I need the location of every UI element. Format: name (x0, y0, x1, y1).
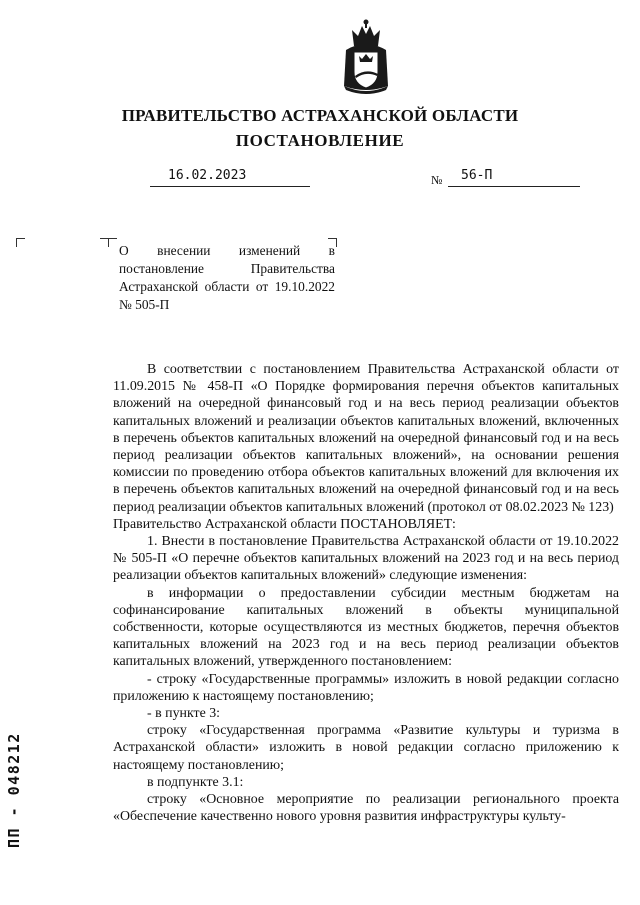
document-number: 56-П (461, 168, 493, 183)
body-paragraph: - в пункте 3: (147, 706, 221, 722)
document-body (113, 361, 619, 825)
document-type-title: ПОСТАНОВЛЕНИЕ (235, 131, 405, 150)
body-paragraph: строку «Основное мероприятие по реализации регионального проекта «Обеспечение качественно нового уровня развития инфраструктуры культу- (113, 792, 619, 825)
government-title: ПРАВИТЕЛЬСТВО АСТРАХАНСКОЙ ОБЛАСТИ (121, 106, 519, 125)
side-registration-code: ПП - 048212 (5, 732, 23, 848)
corner-mark (16, 238, 25, 247)
document-date: 16.02.2023 (168, 168, 247, 183)
body-paragraph: в информации о предоставлении субсидии местным бюджетам на софинансирование капитальных вложений в объекты муниципальной собственности, которые осуществляются из местных бюджетов, перечня объектов капитальных вложений на 2023 год и на весь период реализации объектов капитальных вложений, утвержденного постановлением: (113, 585, 619, 670)
body-paragraph: - строку «Государственные программы» изложить в новой редакции согласно приложению к настоящему постановлению; (113, 671, 619, 704)
coat-of-arms-emblem (340, 16, 392, 98)
date-underline (150, 186, 310, 187)
corner-mark (108, 238, 117, 247)
body-paragraph: в подпункте 3.1: (147, 774, 244, 790)
body-paragraph: Правительство Астраханской области ПОСТАНОВЛЯЕТ: (113, 516, 456, 532)
document-subject: О внесении изменений в постановление Правительства Астраханской области от 19.10.2022 № 505-П (119, 243, 335, 312)
body-paragraph: 1. Внести в постановление Правительства Астраханской области от 19.10.2022 № 505-П «О перечне объектов капитальных вложений на 2023 год и на весь период реализации объектов капитальных вложений» следующие изменения: (113, 534, 619, 584)
number-sign: № (431, 173, 443, 187)
body-paragraph: строку «Государственная программа «Развитие культуры и туризма в Астраханской области» изложить в новой редакции согласно приложению к настоящему постановлению; (113, 723, 619, 773)
number-underline (448, 186, 580, 187)
body-paragraph: В соответствии с постановлением Правительства Астраханской области от 11.09.2015 № 458-П «О Порядке формирования перечня объектов капитальных вложений на очередной финансовый год и на весь период реализации объектов капитальных вложений и реализации объектов капитальных вложений, включенных в перечень объектов капитальных вложений на очередной финансовый год и на весь период реализации объектов капитальных вложений», на основании решения комиссии по проведению отбора объектов капитальных вложений для включения их в перечень объектов капитальных вложений на очередной финансовый год и на весь период реализации объектов капитальных вложений (протокол от 08.02.2023 № 123) (113, 362, 619, 515)
